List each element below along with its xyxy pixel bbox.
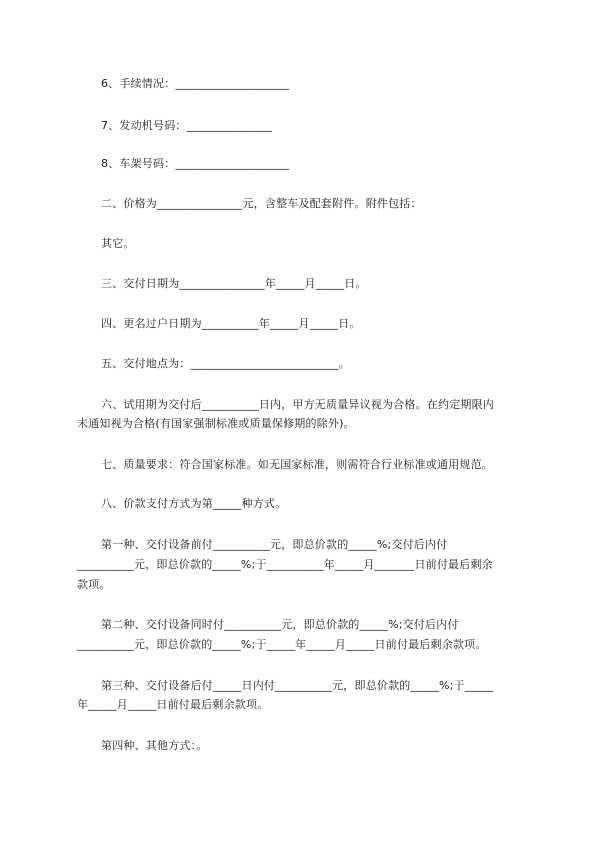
payment-option-1-line3: 款项。: [77, 578, 111, 591]
payment-option-2-line2: __________元，即总价款的_____%;于_____年_____月_____日前付最后剩余款项。: [77, 638, 487, 651]
clause-trial-period-line2: 未通知视为合格(有国家强制标准或质量保修期的除外)。: [77, 417, 355, 430]
clause-payment-method: 八、价款支付方式为第_____种方式。: [101, 497, 287, 510]
clause-quality: 七、质量要求：符合国家标准。如无国家标准，则需符合行业标准或通用规范。: [101, 458, 493, 471]
payment-option-1-line1: 第一种、交付设备前付__________元，即总价款的_____%;交付后内付: [101, 538, 448, 551]
item-procedures: 6、手续情况：____________________: [101, 77, 290, 90]
payment-option-3-line2: 年_____月_____日前付最后剩余款项。: [77, 698, 269, 711]
payment-option-4: 第四种、其他方式：。: [101, 739, 208, 752]
clause-other: 其它。: [101, 237, 135, 250]
item-engine-number: 7、发动机号码：_______________: [101, 119, 273, 132]
clause-delivery-date: 三、交付日期为_______________年_____月_____日。: [101, 277, 367, 290]
payment-option-3-line1: 第三种、交付设备后付_____日内付__________元，即总价款的_____%;于_____: [101, 679, 494, 692]
clause-price: 二、价格为_______________元，含整车及配套附件。附件包括：: [101, 197, 422, 210]
payment-option-1-line2: __________元，即总价款的_____%;于__________年_____月_______日前付最后剩余: [77, 558, 493, 571]
clause-trial-period-line1: 六、试用期为交付后__________日内，甲方无质量异议视为合格。在约定期限内: [101, 398, 494, 411]
clause-transfer-date: 四、更名过户日期为__________年_____月_____日。: [101, 317, 361, 330]
item-frame-number: 8、车架号码：____________________: [101, 157, 290, 170]
clause-delivery-place: 五、交付地点为：__________________________。: [101, 357, 350, 370]
payment-option-2-line1: 第二种、交付设备同时付__________元，即总价款的_____%;交付后内付: [101, 618, 459, 631]
